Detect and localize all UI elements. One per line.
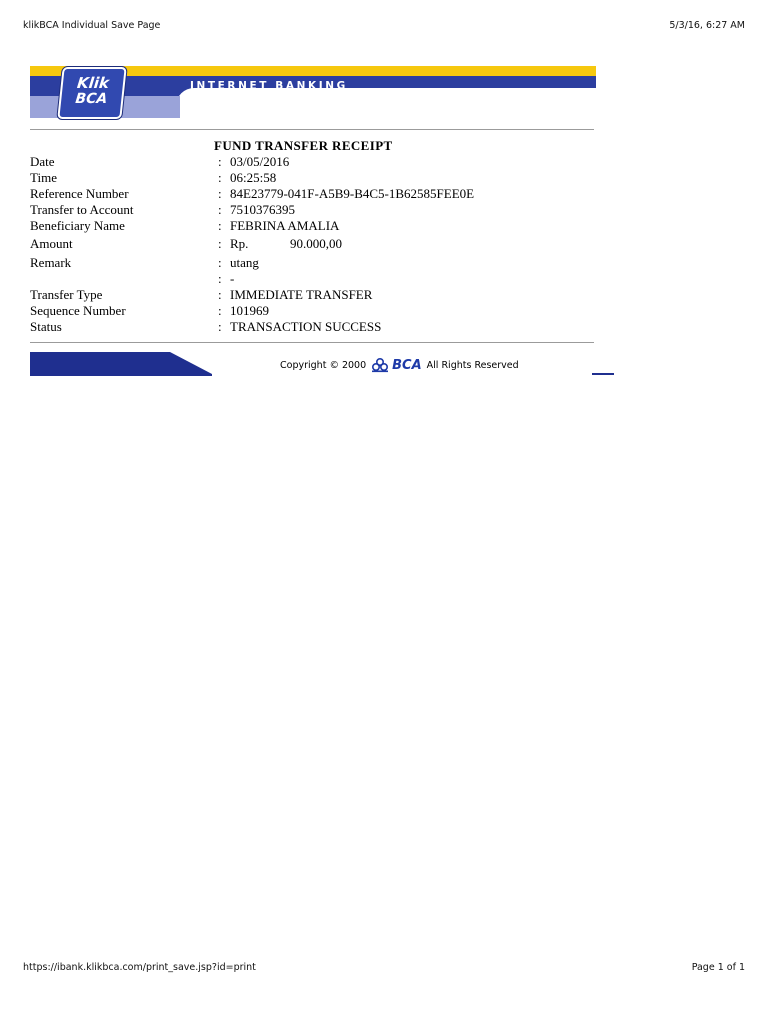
banner-title: INTERNET BANKING [190,80,348,92]
bca-brand-text: BCA [392,357,422,373]
internet-banking-banner [30,66,596,118]
copyright-text: Copyright © 2000 [280,359,367,371]
print-page-title: klikBCA Individual Save Page [23,20,161,31]
bca-logo [371,357,422,373]
copyright-notice [280,357,519,373]
klikbca-logo: Klik BCA [57,67,126,119]
row-transfer-to-account: Transfer to Account : 7510376395 [30,202,295,217]
print-header [23,20,745,31]
row-time: Time : 06:25:58 [30,170,277,185]
print-footer [23,962,745,973]
print-url: https://ibank.klikbca.com/print_save.jsp?id=print [23,962,256,973]
print-datetime: 5/3/16, 6:27 AM [669,20,745,31]
row-sequence-number: Sequence Number : 101969 [30,303,269,318]
receipt-title: FUND TRANSFER RECEIPT [214,138,393,153]
row-remark: Remark : utang [30,255,259,270]
bca-emblem-icon [371,357,389,373]
row-beneficiary-name: Beneficiary Name : FEBRINA AMALIA [30,218,340,233]
row-amount: Amount : Rp. 90.000,00 [30,236,342,251]
print-page-number: Page 1 of 1 [691,962,745,973]
row-status: Status : TRANSACTION SUCCESS [30,319,382,334]
bottom-divider [30,342,594,343]
top-divider [30,129,594,130]
row-remark-continued: : - [218,271,235,286]
row-reference-number: Reference Number : 84E23779-041F-A5B9-B4C5-1B62585FEE0E [30,186,475,201]
row-transfer-type: Transfer Type : IMMEDIATE TRANSFER [30,287,373,302]
rights-text: All Rights Reserved [426,359,519,371]
row-date: Date : 03/05/2016 [30,154,290,169]
